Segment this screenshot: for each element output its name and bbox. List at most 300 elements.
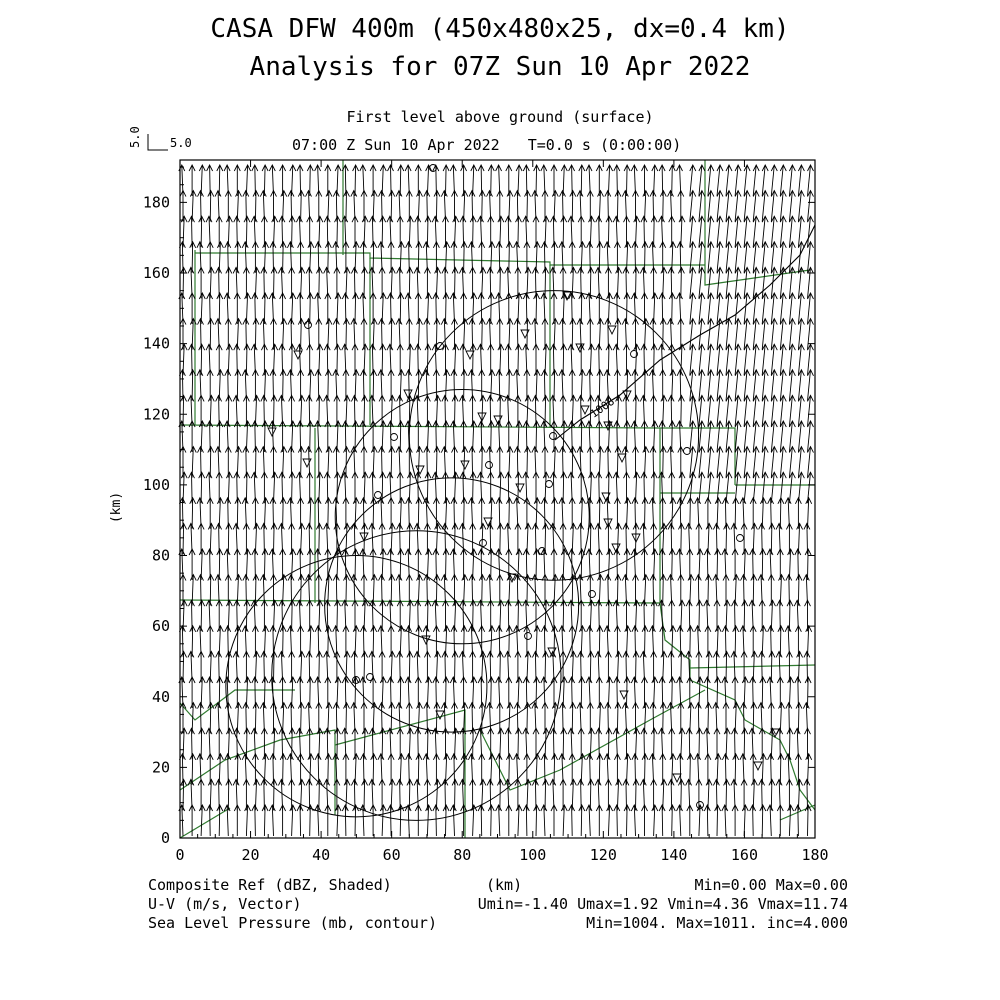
station-circle [589, 591, 596, 598]
wind-vector [669, 805, 675, 836]
wind-vector [577, 703, 583, 734]
wind-vector [459, 651, 465, 682]
wind-vector [659, 805, 665, 836]
vector-scale-icon [148, 134, 168, 150]
wind-vector [342, 677, 348, 708]
wind-vector [586, 805, 592, 836]
wind-vector [443, 805, 449, 836]
station-circle [305, 322, 312, 329]
wind-vector [260, 319, 266, 350]
wind-vector [450, 165, 456, 196]
wind-vector [478, 805, 484, 836]
wind-vector [197, 370, 203, 401]
wind-vector [414, 267, 420, 298]
wind-vector [287, 626, 293, 657]
wind-vector [659, 728, 665, 759]
station-triangle [303, 459, 311, 467]
station-circle [391, 434, 398, 441]
wind-vector [804, 651, 810, 682]
wind-vector [351, 703, 357, 734]
station-triangle [673, 774, 681, 782]
wind-vector [324, 523, 330, 554]
wind-vector [487, 319, 493, 350]
wind-vector [396, 447, 402, 478]
wind-vector [288, 191, 294, 222]
wind-vector [794, 728, 800, 759]
wind-vector [659, 677, 665, 708]
county-boundary [180, 600, 660, 603]
wind-vector [514, 191, 520, 222]
wind-vector [296, 600, 302, 631]
model-time: T=0.0 s (0:00:00) [527, 136, 682, 154]
wind-vector [296, 728, 302, 759]
wind-vector [290, 805, 296, 836]
wind-vector [442, 267, 448, 298]
isobar-label: 1008 [587, 394, 617, 421]
wind-vector [189, 600, 195, 631]
wind-vector [188, 779, 194, 810]
wind-vector [596, 344, 602, 375]
wind-vector [541, 293, 547, 324]
wind-vector [759, 779, 765, 810]
wind-vector [652, 805, 658, 836]
wind-vector [388, 805, 394, 836]
wind-vector [623, 395, 629, 426]
wind-vector [789, 472, 795, 503]
wind-vector [550, 395, 556, 426]
wind-vector [414, 523, 420, 554]
wind-vector [242, 498, 248, 529]
wind-vector [360, 626, 366, 657]
wind-vector [216, 651, 222, 682]
wind-vector [459, 267, 465, 298]
wind-vector [398, 805, 404, 836]
wind-vector [415, 216, 421, 247]
wind-vector [351, 395, 357, 426]
wind-vector [369, 779, 375, 810]
wind-vector [496, 549, 502, 580]
wind-vector [523, 165, 529, 196]
wind-vector [324, 267, 330, 298]
wind-vector [287, 754, 293, 785]
wind-vector [622, 703, 628, 734]
wind-vector [450, 805, 456, 836]
wind-vector [278, 267, 284, 298]
wind-vector [632, 242, 638, 273]
wind-vector [360, 421, 366, 452]
wind-vector [287, 498, 293, 529]
wind-vector [306, 703, 312, 734]
wind-vector [613, 344, 619, 375]
wind-vector [216, 523, 222, 554]
wind-vector [206, 344, 212, 375]
wind-vector [704, 728, 710, 759]
wind-vector [516, 805, 522, 836]
wind-vector [269, 805, 275, 836]
wind-vector [215, 191, 221, 222]
wind-vector [749, 600, 755, 631]
wind-vector [605, 575, 611, 606]
wind-vector [622, 319, 628, 350]
wind-vector [731, 523, 737, 554]
x-tick-label: 160 [730, 846, 758, 864]
wind-vector [333, 447, 339, 478]
wind-vector [269, 165, 275, 196]
wind-vector [461, 165, 467, 196]
wind-vector [315, 677, 321, 708]
wind-vector [351, 523, 357, 554]
wind-vector [641, 472, 647, 503]
wind-vector [560, 703, 566, 734]
wind-vector [189, 216, 195, 247]
wind-vector [224, 421, 230, 452]
wind-vector [351, 319, 357, 350]
wind-vector [188, 523, 194, 554]
wind-vector [225, 242, 231, 273]
wind-vector [523, 677, 529, 708]
wind-vector [451, 370, 457, 401]
wind-vector [433, 421, 439, 452]
wind-vector [631, 421, 637, 452]
wind-vector [496, 165, 502, 196]
wind-vector [197, 242, 203, 273]
wind-vector [569, 549, 575, 580]
wind-vector [577, 447, 583, 478]
wind-vector [242, 626, 248, 657]
wind-vector [397, 267, 403, 298]
wind-vector [505, 472, 511, 503]
wind-vector [442, 651, 448, 682]
wind-vector [296, 344, 302, 375]
wind-vector [632, 626, 638, 657]
wind-vector [469, 703, 475, 734]
valid-time: 07:00 Z Sun 10 Apr 2022 [292, 136, 500, 154]
wind-vector [188, 267, 194, 298]
wind-vector [333, 703, 339, 734]
wind-vector [478, 600, 484, 631]
wind-vector [397, 395, 403, 426]
x-axis-label: (km) [486, 876, 523, 894]
wind-vector [776, 779, 782, 810]
wind-vector [441, 191, 447, 222]
wind-vector [767, 805, 773, 836]
wind-vector [342, 472, 348, 503]
wind-vector [668, 191, 674, 222]
wind-vector [197, 626, 203, 657]
wind-vector [668, 447, 674, 478]
wind-vector [550, 779, 556, 810]
wind-vector [424, 319, 430, 350]
wind-vector [324, 395, 330, 426]
wind-vector [704, 677, 710, 708]
wind-vector [360, 370, 366, 401]
wind-vector [224, 805, 230, 836]
wind-vector [613, 728, 619, 759]
wind-vector [269, 293, 275, 324]
y-axis-label: (km) [109, 491, 125, 524]
wind-vector [759, 523, 765, 554]
wind-vector [605, 447, 611, 478]
x-tick-label: 100 [519, 846, 547, 864]
wind-vector [532, 651, 538, 682]
station-circle [525, 633, 532, 640]
wind-vector [541, 421, 547, 452]
wind-vector [715, 805, 721, 836]
wind-vector [577, 191, 583, 222]
wind-vector [233, 651, 239, 682]
wind-vector [469, 191, 475, 222]
wind-vector [695, 575, 701, 606]
wind-vector [342, 728, 348, 759]
wind-vector [270, 498, 276, 529]
wind-vector [780, 472, 786, 503]
wind-vector [423, 754, 429, 785]
y-tick-label: 160 [142, 264, 170, 282]
wind-vector [786, 703, 792, 734]
wind-vector [741, 575, 747, 606]
field2-stats: Umin=-1.40 Umax=1.92 Vmin=4.36 Vmax=11.74 [477, 895, 848, 913]
station-circle [546, 481, 553, 488]
wind-vector [713, 703, 719, 734]
station-triangle [754, 762, 762, 770]
wind-vector [378, 626, 384, 657]
wind-vector [713, 575, 719, 606]
wind-vector [568, 472, 574, 503]
wind-vector [677, 805, 683, 836]
wind-vector [640, 395, 646, 426]
wind-vector [523, 344, 529, 375]
wind-vector [297, 805, 303, 836]
wind-vector [441, 447, 447, 478]
wind-vector [777, 600, 783, 631]
wind-vector [795, 677, 801, 708]
x-tick-labels [175, 846, 828, 864]
wind-vector [614, 421, 620, 452]
wind-vector [697, 805, 703, 836]
y-tick-label: 20 [151, 758, 170, 777]
y-tick-label: 0 [160, 829, 170, 847]
wind-vector [325, 165, 331, 196]
wind-vector [478, 293, 484, 324]
wind-vector [270, 626, 276, 657]
wind-vector [632, 754, 638, 785]
wind-vector [595, 267, 601, 298]
wind-vector [804, 523, 810, 554]
wind-vector [251, 728, 257, 759]
wind-vector [270, 754, 276, 785]
station-circle [486, 462, 493, 469]
wind-vector [744, 472, 750, 503]
wind-vector [188, 395, 194, 426]
wind-vector [198, 191, 204, 222]
wind-vector [569, 293, 575, 324]
wind-vector [487, 703, 493, 734]
wind-vector [233, 267, 239, 298]
wind-vector [578, 523, 584, 554]
wind-vector [505, 267, 511, 298]
wind-vector [206, 728, 212, 759]
wind-vector [541, 498, 547, 529]
wind-vector [380, 805, 386, 836]
wind-vector [722, 805, 728, 836]
wind-vector [569, 677, 575, 708]
wind-vector [333, 370, 339, 401]
wind-vector [278, 395, 284, 426]
wind-vector [233, 523, 239, 554]
wind-vector [379, 191, 385, 222]
wind-vector [197, 754, 203, 785]
wind-vector [251, 216, 257, 247]
wind-vector [505, 395, 511, 426]
wind-vector [379, 703, 385, 734]
wind-vector [215, 575, 221, 606]
wind-vector [206, 600, 212, 631]
wind-vector [532, 523, 538, 554]
wind-vector [424, 447, 430, 478]
wind-vector [441, 703, 447, 734]
wind-vector [505, 344, 511, 375]
wind-vector [432, 216, 438, 247]
wind-vector [216, 779, 222, 810]
wind-vector [342, 549, 348, 580]
wind-vector [215, 447, 221, 478]
wind-vector [487, 651, 493, 682]
wind-vector [315, 805, 321, 836]
wind-vector [207, 421, 213, 452]
wind-vector [640, 267, 646, 298]
wind-vector [252, 421, 258, 452]
wind-vector [686, 728, 692, 759]
wind-vector [659, 293, 665, 324]
wind-vector [750, 549, 756, 580]
wind-vector [260, 447, 266, 478]
wind-vector [478, 165, 484, 196]
wind-vector [378, 242, 384, 273]
wind-vector [505, 728, 511, 759]
wind-vector [468, 498, 474, 529]
wind-vector [487, 395, 493, 426]
wind-vector [568, 728, 574, 759]
wind-vector [199, 805, 205, 836]
wind-vector [216, 267, 222, 298]
wind-vector [788, 805, 794, 836]
wind-vector [650, 319, 656, 350]
wind-vector [568, 216, 574, 247]
wind-vector [506, 165, 512, 196]
wind-vector [278, 651, 284, 682]
wind-vector [523, 421, 529, 452]
wind-vector [225, 626, 231, 657]
level-subtitle: First level above ground (surface) [346, 108, 654, 126]
wind-vector [505, 523, 511, 554]
wind-vector [631, 165, 637, 196]
wind-vector [776, 523, 782, 554]
wind-vector [523, 549, 529, 580]
wind-vector [569, 165, 575, 196]
wind-vector [704, 805, 710, 836]
wind-vector [622, 191, 628, 222]
wind-vector [568, 600, 574, 631]
wind-vector [478, 677, 484, 708]
wind-vector [378, 370, 384, 401]
wind-vector [387, 216, 393, 247]
wind-vector [278, 523, 284, 554]
wind-vector [722, 677, 728, 708]
wind-vector [405, 293, 411, 324]
wind-vector [487, 191, 493, 222]
wind-vector [550, 216, 556, 247]
wind-vector [379, 447, 385, 478]
wind-vector [722, 549, 728, 580]
wind-vector [631, 677, 637, 708]
wind-vector [569, 805, 575, 836]
wind-vector [804, 779, 810, 810]
wind-vector [798, 472, 804, 503]
wind-vector [189, 472, 195, 503]
wind-vector [242, 754, 248, 785]
wind-vector [432, 600, 438, 631]
wind-vector [432, 472, 438, 503]
wind-vector [397, 779, 403, 810]
wind-vector [640, 779, 646, 810]
wind-vector [397, 523, 403, 554]
wind-vector [668, 319, 674, 350]
wind-vector [713, 523, 719, 554]
wind-vector [686, 523, 692, 554]
wind-vector [605, 319, 611, 350]
wind-vector [198, 575, 204, 606]
wind-vector [415, 165, 421, 196]
wind-vector [342, 600, 348, 631]
wind-vector [762, 472, 768, 503]
wind-vector [270, 370, 276, 401]
wind-vector [215, 319, 221, 350]
wind-vector [690, 472, 696, 503]
station-triangle [461, 461, 469, 469]
wind-vector [478, 728, 484, 759]
field3-name: Sea Level Pressure (mb, contour) [148, 914, 437, 932]
wind-vector [360, 293, 366, 324]
wind-vector [487, 575, 493, 606]
vector-scale-label-vertical: 5.0 [128, 126, 142, 148]
wind-vector [613, 600, 619, 631]
wind-vector [333, 754, 339, 785]
wind-vector [469, 447, 475, 478]
wind-vector [541, 626, 547, 657]
wind-vector [795, 549, 801, 580]
wind-vector [468, 242, 474, 273]
wind-vector [523, 805, 529, 836]
wind-vector [224, 293, 230, 324]
wind-vector [207, 293, 213, 324]
wind-vector [505, 600, 511, 631]
county-boundaries [180, 160, 815, 838]
wind-vector [514, 703, 520, 734]
wind-vector [243, 191, 249, 222]
wind-vector [252, 165, 258, 196]
wind-vector [532, 319, 538, 350]
station-triangle [268, 428, 276, 436]
wind-vector [198, 319, 204, 350]
wind-vector [623, 523, 629, 554]
wind-vector [379, 319, 385, 350]
wind-vector [614, 165, 620, 196]
wind-vector [360, 677, 366, 708]
field2-name: U-V (m/s, Vector) [148, 895, 302, 913]
wind-vector [189, 728, 195, 759]
axis-ticks [180, 160, 815, 838]
wind-vector [560, 575, 566, 606]
